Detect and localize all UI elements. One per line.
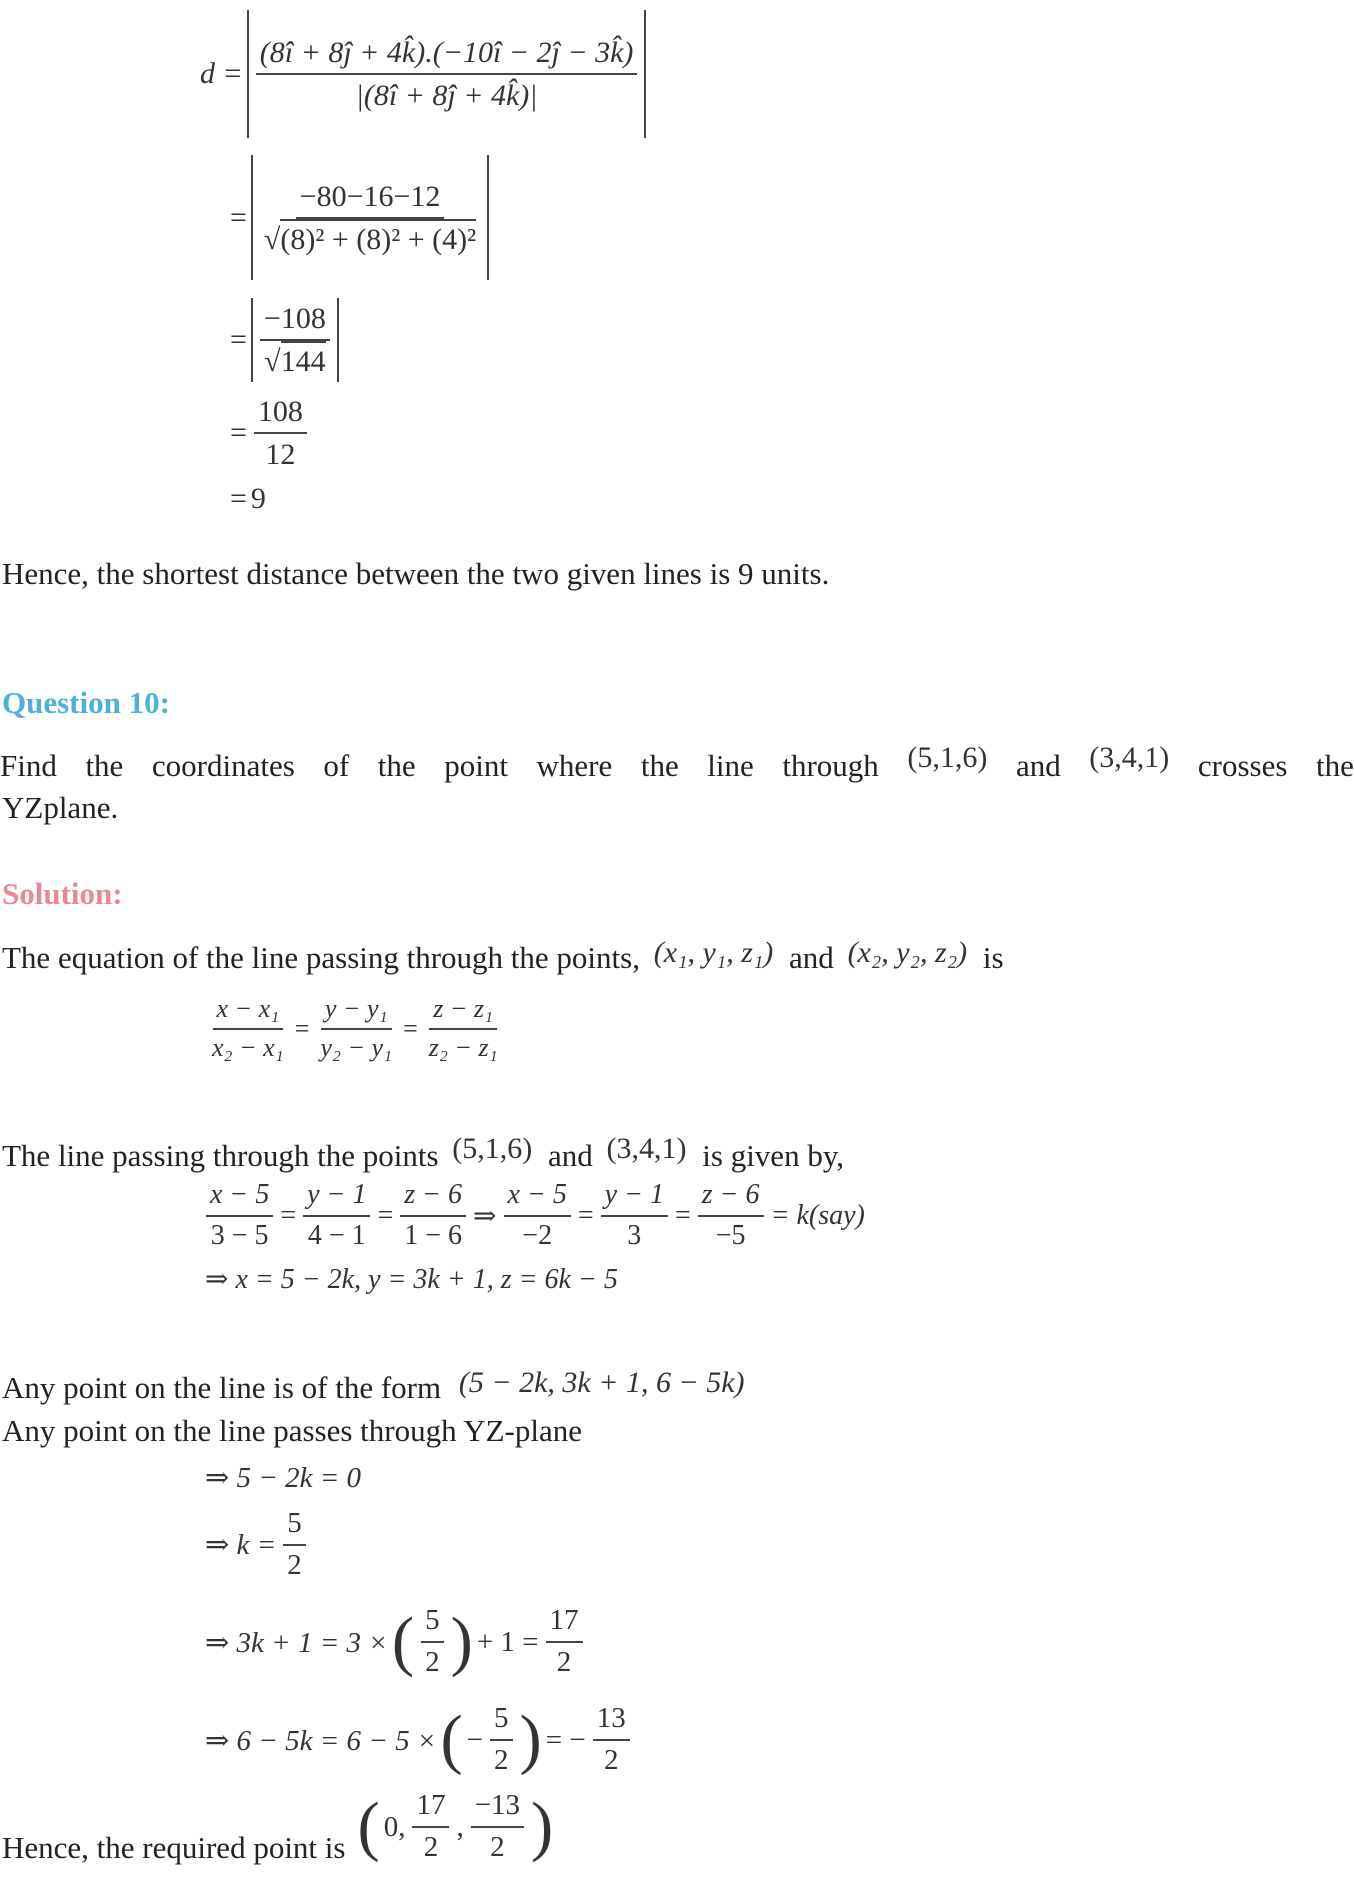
word: the: [1315, 748, 1354, 783]
step3-fraction: [260, 302, 330, 378]
equals-sign: =: [230, 482, 247, 515]
step-b: [205, 1508, 309, 1582]
distance-result: 9: [250, 482, 266, 515]
radicand: (8)² + (8)² + (4)²: [280, 219, 476, 256]
step-d: [205, 1702, 633, 1778]
step-b-lhs: ⇒ k =: [205, 1529, 277, 1562]
denominator: 2: [287, 1548, 302, 1581]
denominator: y₂ − y₁: [320, 1032, 393, 1062]
right-paren: ): [450, 1605, 473, 1678]
line-tail-text: is given by,: [702, 1138, 845, 1173]
comma: ,: [456, 1810, 464, 1843]
step4-numerator: 108: [254, 395, 307, 434]
left-paren: (: [440, 1703, 463, 1776]
word: of: [323, 748, 350, 783]
equals-sign: =: [403, 1013, 418, 1043]
numerator: z − z₁: [429, 995, 497, 1030]
step-a: ⇒ 5 − 2k = 0: [205, 1462, 362, 1494]
general-line-equation: [205, 995, 505, 1062]
right-paren: ): [531, 1789, 554, 1863]
numerator: z − 6: [400, 1180, 466, 1217]
word: coordinates: [151, 748, 295, 783]
point-b: (3,4,1): [1089, 741, 1170, 774]
any-point-text: Any point on the line is of the form: [2, 1370, 442, 1405]
step-c-lhs: ⇒ 3k + 1 = 3 ×: [205, 1626, 388, 1659]
word: point: [444, 748, 508, 783]
word: line: [707, 748, 754, 783]
denominator: 2: [556, 1646, 572, 1678]
step4-fraction: [254, 395, 307, 471]
numerator: 17: [546, 1605, 583, 1643]
equals-sign: =: [230, 416, 247, 449]
denominator: z₂ − z₁: [428, 1032, 498, 1062]
denominator: 3 − 5: [210, 1219, 269, 1251]
question-text-line1: [0, 741, 1354, 784]
y-coordinate: [412, 1790, 449, 1864]
abs-value-bars: [247, 10, 647, 138]
numerator: y − y₁: [321, 995, 392, 1030]
fraction-y: [303, 1180, 370, 1252]
fraction-z: [400, 1180, 466, 1252]
fraction-x: [208, 995, 288, 1062]
step-c-mid: + 1 =: [476, 1625, 539, 1658]
point-1-general: (x₁, y₁, z₁): [653, 936, 774, 969]
word: and: [1015, 748, 1061, 783]
minus-sign: −: [466, 1723, 484, 1756]
word: crosses: [1197, 748, 1288, 783]
any-point-line: [2, 1366, 745, 1407]
numerator: 5: [421, 1605, 444, 1643]
fraction-y: [316, 995, 396, 1062]
distance-step-4: [230, 395, 310, 471]
word: the: [85, 748, 124, 783]
denominator: 3: [627, 1219, 642, 1251]
equals-sign: =: [230, 323, 247, 356]
denominator: 4 − 1: [307, 1219, 366, 1251]
denominator: 2: [423, 1830, 439, 1863]
question-heading: Question 10:: [2, 685, 170, 720]
denominator: 2: [490, 1830, 505, 1863]
distance-lhs: d =: [200, 57, 243, 90]
line-point-1: (5,1,6): [452, 1132, 533, 1165]
equals-sign: =: [230, 200, 247, 234]
final-answer: [2, 1790, 553, 1864]
final-text: Hence, the required point is: [2, 1829, 346, 1865]
numerator: 5: [283, 1508, 306, 1546]
distance-formula: [200, 10, 646, 138]
right-paren: ): [519, 1703, 542, 1776]
distance-conclusion: Hence, the shortest distance between the two given lines is 9 units.: [2, 556, 830, 591]
equals-sign: =: [674, 1199, 691, 1231]
distance-step-5: [230, 482, 266, 516]
implies-arrow-icon: ⇒: [473, 1200, 497, 1232]
fraction-x-simplified: [504, 1180, 571, 1252]
line-intro-text: The line passing through the points: [2, 1138, 439, 1173]
solution-intro-line: [2, 936, 1004, 977]
numerator: x − 5: [504, 1180, 571, 1217]
word: the: [377, 748, 416, 783]
left-paren: (: [391, 1605, 415, 1678]
k-say: = k(say): [770, 1199, 865, 1231]
step3-numerator: −108: [260, 302, 330, 341]
distance-numerator: (8î + 8ĵ + 4k̂).(−10î − 2ĵ − 3k̂): [256, 36, 638, 75]
inner-fraction: [421, 1605, 444, 1679]
word: Find: [0, 748, 57, 783]
equals-sign: =: [294, 1013, 310, 1043]
equals-sign: =: [280, 1199, 297, 1231]
k-fraction: [283, 1508, 306, 1582]
is-text: is: [982, 940, 1004, 975]
numerator: −13: [471, 1790, 524, 1828]
sqrt-icon: √144: [264, 345, 325, 378]
fraction-z: [425, 995, 502, 1062]
step4-denominator: 12: [265, 438, 296, 471]
distance-step-3: [230, 298, 339, 382]
fraction-x: [206, 1180, 273, 1252]
step-d-lhs: ⇒ 6 − 5k = 6 − 5 ×: [205, 1724, 437, 1757]
numerator: y − 1: [601, 1180, 668, 1217]
and-text: and: [789, 940, 834, 975]
denominator: 2: [494, 1744, 509, 1776]
numerator: 5: [490, 1703, 513, 1741]
word: where: [536, 748, 613, 783]
intro-text: The equation of the line passing through the points,: [2, 940, 640, 975]
denominator: 2: [603, 1744, 619, 1776]
step2-denominator: [260, 219, 480, 256]
left-paren: (: [357, 1789, 380, 1863]
numerator: x − x₁: [213, 995, 284, 1030]
z-coordinate: [471, 1790, 524, 1864]
fraction-y-simplified: [601, 1180, 668, 1252]
result-fraction: [546, 1605, 583, 1679]
result-fraction: [593, 1703, 630, 1777]
question-text-line2: YZplane.: [2, 790, 119, 825]
word: the: [640, 748, 679, 783]
step2-numerator: −80−16−12: [296, 180, 445, 219]
inner-fraction: [490, 1703, 513, 1777]
x-coordinate: 0,: [383, 1810, 406, 1843]
step3-denominator: [260, 341, 329, 378]
step-c: [205, 1604, 586, 1680]
abs-value-bars: [251, 155, 489, 280]
line-intro: [2, 1132, 845, 1175]
solution-heading: Solution:: [2, 876, 123, 911]
numerator: z − 6: [698, 1180, 764, 1217]
numerator: 13: [593, 1703, 630, 1741]
denominator: x₂ − x₁: [212, 1032, 284, 1062]
denominator: 2: [425, 1646, 440, 1678]
step-d-mid: = −: [545, 1723, 586, 1756]
denominator: −2: [522, 1219, 553, 1251]
distance-fraction: [256, 36, 638, 112]
word: through: [782, 748, 879, 783]
step2-fraction: [260, 180, 480, 256]
denominator: −5: [715, 1219, 746, 1251]
point-2-general: (x₂, y₂, z₂): [847, 936, 968, 969]
radicand: 144: [281, 341, 326, 378]
denominator: 1 − 6: [404, 1219, 463, 1251]
and-text: and: [548, 1138, 593, 1173]
specific-line-equation: [203, 1180, 865, 1252]
parametric-equations: ⇒ x = 5 − 2k, y = 3k + 1, z = 6k − 5: [205, 1264, 618, 1295]
numerator: 17: [412, 1790, 449, 1828]
distance-step-2: [230, 155, 489, 280]
fraction-z-simplified: [698, 1180, 764, 1252]
sqrt-icon: √(8)² + (8)² + (4)²: [264, 223, 476, 256]
abs-value-bars: [251, 298, 339, 382]
distance-denominator: |(8î + 8ĵ + 4k̂)|: [355, 79, 538, 112]
equals-sign: =: [377, 1199, 394, 1231]
numerator: y − 1: [303, 1180, 370, 1217]
point-a: (5,1,6): [907, 741, 988, 774]
equals-sign: =: [577, 1199, 594, 1231]
numerator: x − 5: [206, 1180, 273, 1217]
final-point: [357, 1790, 553, 1864]
line-point-2: (3,4,1): [606, 1132, 687, 1165]
yz-plane-text: Any point on the line passes through YZ-plane: [2, 1413, 582, 1448]
general-point-form: (5 − 2k, 3k + 1, 6 − 5k): [458, 1366, 745, 1399]
